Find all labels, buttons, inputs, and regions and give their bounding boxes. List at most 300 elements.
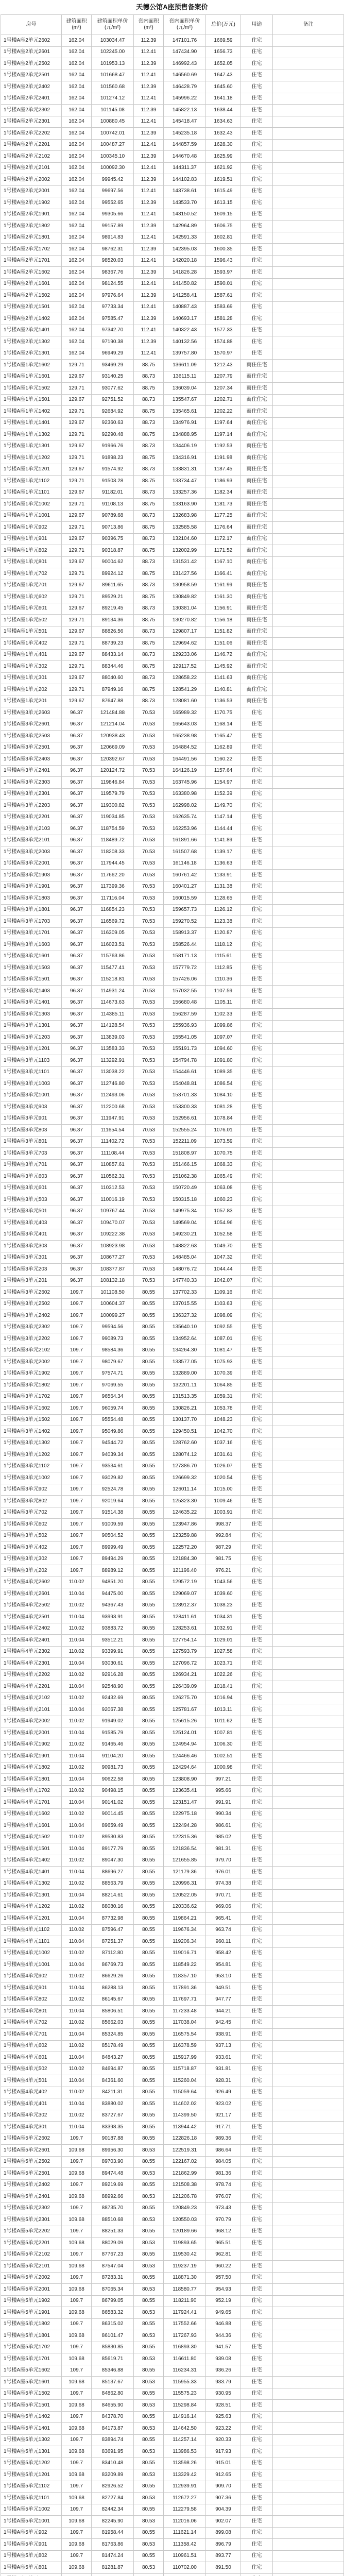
cell-build-price: 101560.68 xyxy=(92,81,134,93)
cell-usage: 住宅 xyxy=(241,2493,273,2504)
cell-usage: 住宅 xyxy=(241,58,273,70)
cell-note xyxy=(273,1380,344,1392)
cell-inner-area: 80.55 xyxy=(134,1635,164,1647)
cell-room: 1号楼A座1单元602 xyxy=(1,591,62,603)
table-row xyxy=(1,499,344,511)
cell-build-price: 90318.87 xyxy=(92,545,134,557)
cell-total: 1170.75 xyxy=(206,707,241,719)
cell-note xyxy=(273,81,344,93)
cell-note xyxy=(273,568,344,580)
cell-room: 1号楼A座3单元1003 xyxy=(1,1078,62,1090)
cell-inner-price: 159270.52 xyxy=(164,916,206,928)
table-row xyxy=(1,429,344,441)
cell-room: 1号楼A座2单元2101 xyxy=(1,162,62,174)
table-row xyxy=(1,1264,344,1276)
cell-inner-price: 148822.63 xyxy=(164,1241,206,1252)
cell-inner-area: 80.55 xyxy=(134,1426,164,1438)
cell-build-area: 96.37 xyxy=(62,1229,92,1241)
cell-build-price: 100604.37 xyxy=(92,1298,134,1310)
cell-build-area: 109.7 xyxy=(62,2156,92,2168)
table-row xyxy=(1,823,344,835)
cell-room: 1号楼A座1单元1602 xyxy=(1,360,62,371)
cell-total: 896.79 xyxy=(206,2539,241,2551)
header-build-price: 建筑面积单价(元/m²) xyxy=(92,15,134,35)
cell-usage: 住宅 xyxy=(241,2272,273,2284)
cell-inner-area: 80.55 xyxy=(134,2052,164,2064)
table-row xyxy=(1,1437,344,1449)
cell-usage: 住宅 xyxy=(241,348,273,360)
cell-total: 926.49 xyxy=(206,2087,241,2098)
cell-room: 1号楼A座4单元1401 xyxy=(1,1867,62,1878)
cell-inner-area: 80.53 xyxy=(134,2562,164,2574)
cell-build-area: 162.04 xyxy=(62,244,92,256)
table-row xyxy=(1,348,344,360)
cell-inner-price: 130381.04 xyxy=(164,603,206,615)
cell-build-area: 96.37 xyxy=(62,1217,92,1229)
cell-inner-area: 70.53 xyxy=(134,904,164,916)
cell-build-price: 88510.68 xyxy=(92,2214,134,2226)
cell-room: 1号楼A座2单元1402 xyxy=(1,313,62,325)
cell-room: 1号楼A座4单元2402 xyxy=(1,1623,62,1635)
cell-build-price: 98914.83 xyxy=(92,232,134,244)
cell-usage: 住宅 xyxy=(241,1113,273,1125)
cell-note xyxy=(273,858,344,870)
table-row xyxy=(1,1090,344,1101)
cell-inner-price: 119016.71 xyxy=(164,1947,206,1959)
cell-total: 968.12 xyxy=(206,2226,241,2238)
cell-inner-area: 80.55 xyxy=(134,2411,164,2423)
cell-total: 923.02 xyxy=(206,2098,241,2110)
cell-inner-price: 129117.52 xyxy=(164,661,206,673)
cell-note xyxy=(273,440,344,452)
cell-inner-price: 114642.50 xyxy=(164,2423,206,2435)
cell-usage: 住宅 xyxy=(241,2458,273,2469)
cell-build-area: 96.37 xyxy=(62,1125,92,1137)
cell-inner-price: 120550.03 xyxy=(164,2214,206,2226)
cell-room: 1号楼A座2单元1602 xyxy=(1,267,62,279)
cell-note xyxy=(273,232,344,244)
table-row xyxy=(1,1333,344,1345)
cell-inner-area: 80.53 xyxy=(134,2446,164,2458)
cell-room: 1号楼A座3单元203 xyxy=(1,1264,62,1276)
cell-note xyxy=(273,1658,344,1670)
cell-inner-price: 149230.21 xyxy=(164,1229,206,1241)
cell-total: 1186.93 xyxy=(206,476,241,487)
cell-usage: 商住住宅 xyxy=(241,533,273,545)
cell-build-area: 96.37 xyxy=(62,1159,92,1171)
cell-build-area: 129.71 xyxy=(62,406,92,418)
cell-note xyxy=(273,2411,344,2423)
cell-total: 1166.41 xyxy=(206,568,241,580)
cell-total: 952.19 xyxy=(206,2295,241,2307)
cell-build-price: 120124.72 xyxy=(92,765,134,777)
cell-inner-area: 80.53 xyxy=(134,2423,164,2435)
cell-build-price: 111402.72 xyxy=(92,1136,134,1148)
cell-room: 1号楼A座4单元1502 xyxy=(1,1832,62,1843)
cell-room: 1号楼A座2单元2002 xyxy=(1,174,62,186)
cell-total: 1669.59 xyxy=(206,35,241,47)
cell-usage: 商住住宅 xyxy=(241,406,273,418)
cell-total: 1182.34 xyxy=(206,487,241,499)
cell-total: 1102.33 xyxy=(206,1009,241,1021)
cell-inner-price: 122519.31 xyxy=(164,2145,206,2157)
cell-inner-area: 80.55 xyxy=(134,1959,164,1971)
cell-build-price: 120392.67 xyxy=(92,754,134,766)
cell-build-area: 162.04 xyxy=(62,151,92,163)
table-row xyxy=(1,1774,344,1786)
cell-usage: 住宅 xyxy=(241,2052,273,2064)
cell-usage: 住宅 xyxy=(241,93,273,105)
table-row xyxy=(1,1032,344,1044)
cell-room: 1号楼A座1单元202 xyxy=(1,684,62,696)
cell-inner-price: 151062.38 xyxy=(164,1171,206,1183)
cell-room: 1号楼A座1单元201 xyxy=(1,696,62,707)
cell-build-area: 109.7 xyxy=(62,1426,92,1438)
cell-note xyxy=(273,1982,344,1994)
cell-build-area: 96.37 xyxy=(62,1206,92,1217)
cell-inner-price: 126275.70 xyxy=(164,1692,206,1704)
cell-build-area: 162.04 xyxy=(62,116,92,128)
cell-total: 1652.05 xyxy=(206,58,241,70)
cell-total: 989.36 xyxy=(206,2133,241,2145)
cell-inner-price: 120189.66 xyxy=(164,2226,206,2238)
cell-usage: 商住住宅 xyxy=(241,440,273,452)
cell-build-price: 84843.27 xyxy=(92,2052,134,2064)
cell-inner-area: 80.55 xyxy=(134,1310,164,1322)
cell-note xyxy=(273,672,344,684)
price-table xyxy=(1,14,344,2576)
cell-inner-price: 118580.77 xyxy=(164,2284,206,2296)
cell-total: 891.50 xyxy=(206,2562,241,2574)
cell-usage: 住宅 xyxy=(241,1449,273,1461)
cell-build-price: 117399.36 xyxy=(92,881,134,893)
cell-inner-price: 136115.11 xyxy=(164,371,206,383)
cell-note xyxy=(273,1414,344,1426)
cell-note xyxy=(273,1867,344,1878)
cell-build-area: 96.37 xyxy=(62,881,92,893)
cell-inner-price: 110961.51 xyxy=(164,2550,206,2562)
cell-room: 1号楼A座3单元902 xyxy=(1,1484,62,1496)
cell-room: 1号楼A座3单元703 xyxy=(1,1148,62,1160)
cell-inner-price: 132683.98 xyxy=(164,510,206,522)
cell-usage: 住宅 xyxy=(241,1055,273,1067)
cell-room: 1号楼A座1单元901 xyxy=(1,533,62,545)
cell-inner-area: 112.39 xyxy=(134,313,164,325)
cell-build-area: 162.04 xyxy=(62,81,92,93)
cell-build-area: 129.67 xyxy=(62,417,92,429)
cell-build-price: 89659.49 xyxy=(92,1820,134,1832)
cell-room: 1号楼A座3单元2402 xyxy=(1,1310,62,1322)
cell-build-price: 97342.70 xyxy=(92,325,134,336)
cell-room: 1号楼A座3单元2601 xyxy=(1,719,62,731)
cell-build-area: 162.04 xyxy=(62,128,92,140)
cell-inner-price: 123259.88 xyxy=(164,1530,206,1542)
cell-room: 1号楼A座1单元1002 xyxy=(1,499,62,511)
table-row xyxy=(1,2539,344,2551)
cell-build-price: 101274.12 xyxy=(92,93,134,105)
table-row xyxy=(1,81,344,93)
cell-inner-price: 145235.18 xyxy=(164,128,206,140)
cell-usage: 住宅 xyxy=(241,1692,273,1704)
cell-room: 1号楼A座2单元1401 xyxy=(1,325,62,336)
cell-usage: 住宅 xyxy=(241,997,273,1009)
table-row xyxy=(1,58,344,70)
cell-build-area: 110.02 xyxy=(62,1855,92,1867)
table-row xyxy=(1,2110,344,2122)
cell-total: 1013.11 xyxy=(206,1704,241,1716)
cell-inner-price: 153701.33 xyxy=(164,1090,206,1101)
cell-usage: 住宅 xyxy=(241,1553,273,1565)
cell-build-price: 114931.24 xyxy=(92,986,134,997)
cell-build-area: 109.7 xyxy=(62,2295,92,2307)
cell-note xyxy=(273,1275,344,1287)
cell-note xyxy=(273,2481,344,2493)
table-row xyxy=(1,1913,344,1925)
cell-build-area: 110.04 xyxy=(62,1797,92,1809)
cell-room: 1号楼A座2单元2401 xyxy=(1,93,62,105)
cell-room: 1号楼A座3单元1401 xyxy=(1,997,62,1009)
cell-note xyxy=(273,811,344,823)
cell-usage: 住宅 xyxy=(241,858,273,870)
cell-inner-price: 142591.33 xyxy=(164,232,206,244)
table-row xyxy=(1,2075,344,2087)
cell-inner-area: 80.55 xyxy=(134,1414,164,1426)
cell-inner-area: 70.53 xyxy=(134,1125,164,1137)
cell-usage: 住宅 xyxy=(241,46,273,58)
cell-note xyxy=(273,1194,344,1206)
cell-inner-price: 129572.19 xyxy=(164,1577,206,1588)
cell-note xyxy=(273,1890,344,1902)
cell-build-price: 120938.43 xyxy=(92,731,134,742)
cell-note xyxy=(273,533,344,545)
cell-build-price: 81958.44 xyxy=(92,2527,134,2539)
cell-inner-price: 136039.04 xyxy=(164,383,206,395)
cell-room: 1号楼A座5单元1502 xyxy=(1,2388,62,2400)
cell-build-area: 129.67 xyxy=(62,371,92,383)
cell-note xyxy=(273,893,344,905)
cell-room: 1号楼A座4单元2602 xyxy=(1,1577,62,1588)
cell-build-price: 109470.07 xyxy=(92,1217,134,1229)
cell-room: 1号楼A座5单元1002 xyxy=(1,2504,62,2516)
cell-inner-area: 112.39 xyxy=(134,336,164,348)
cell-total: 946.88 xyxy=(206,2318,241,2330)
cell-usage: 住宅 xyxy=(241,1600,273,1612)
cell-note xyxy=(273,765,344,777)
cell-usage: 商住住宅 xyxy=(241,603,273,615)
cell-inner-area: 70.53 xyxy=(134,1043,164,1055)
cell-inner-price: 134888.95 xyxy=(164,429,206,441)
cell-total: 973.43 xyxy=(206,2202,241,2214)
cell-build-area: 129.67 xyxy=(62,394,92,406)
header-build-area: 建筑面积(m²) xyxy=(62,15,92,35)
cell-build-area: 109.7 xyxy=(62,1472,92,1484)
cell-note xyxy=(273,927,344,939)
cell-build-price: 93993.91 xyxy=(92,1612,134,1623)
cell-usage: 住宅 xyxy=(241,2238,273,2249)
cell-note xyxy=(273,464,344,476)
cell-usage: 住宅 xyxy=(241,939,273,951)
cell-inner-area: 88.73 xyxy=(134,580,164,591)
table-row xyxy=(1,2388,344,2400)
cell-inner-area: 70.53 xyxy=(134,800,164,812)
cell-build-area: 109.68 xyxy=(62,2377,92,2388)
table-row xyxy=(1,1241,344,1252)
table-row xyxy=(1,615,344,626)
table-row xyxy=(1,1658,344,1670)
table-row xyxy=(1,1009,344,1021)
cell-build-area: 110.02 xyxy=(62,1808,92,1820)
cell-inner-price: 163380.98 xyxy=(164,788,206,800)
cell-usage: 住宅 xyxy=(241,2330,273,2342)
cell-inner-area: 80.55 xyxy=(134,1669,164,1681)
cell-inner-price: 119676.34 xyxy=(164,1924,206,1936)
cell-build-area: 109.7 xyxy=(62,1391,92,1403)
cell-inner-area: 112.41 xyxy=(134,93,164,105)
table-row xyxy=(1,2040,344,2052)
cell-total: 1003.91 xyxy=(206,1507,241,1519)
cell-build-price: 95049.86 xyxy=(92,1426,134,1438)
cell-inner-area: 70.53 xyxy=(134,1171,164,1183)
cell-room: 1号楼A座3单元1103 xyxy=(1,1055,62,1067)
cell-total: 937.13 xyxy=(206,2040,241,2052)
table-row xyxy=(1,1357,344,1368)
cell-inner-price: 155191.73 xyxy=(164,1043,206,1055)
cell-total: 1006.30 xyxy=(206,1739,241,1751)
cell-inner-price: 131513.35 xyxy=(164,1391,206,1403)
cell-total: 930.95 xyxy=(206,2388,241,2400)
table-row xyxy=(1,939,344,951)
cell-usage: 住宅 xyxy=(241,835,273,846)
cell-build-area: 110.04 xyxy=(62,1635,92,1647)
cell-note xyxy=(273,742,344,754)
cell-inner-area: 80.55 xyxy=(134,1994,164,2006)
cell-inner-price: 150315.18 xyxy=(164,1194,206,1206)
cell-inner-area: 80.55 xyxy=(134,1496,164,1507)
cell-inner-area: 88.73 xyxy=(134,696,164,707)
cell-inner-price: 125615.26 xyxy=(164,1716,206,1727)
cell-build-area: 109.7 xyxy=(62,1437,92,1449)
cell-inner-area: 80.55 xyxy=(134,1820,164,1832)
cell-total: 1020.54 xyxy=(206,1472,241,1484)
table-row xyxy=(1,1287,344,1299)
cell-room: 1号楼A座3单元2302 xyxy=(1,1321,62,1333)
cell-room: 1号楼A座4单元2302 xyxy=(1,1646,62,1658)
cell-build-area: 109.7 xyxy=(62,2388,92,2400)
cell-total: 1076.01 xyxy=(206,1125,241,1137)
cell-build-area: 129.71 xyxy=(62,545,92,557)
cell-note xyxy=(273,1774,344,1786)
cell-build-area: 129.71 xyxy=(62,522,92,534)
cell-usage: 住宅 xyxy=(241,1217,273,1229)
cell-room: 1号楼A座3单元1303 xyxy=(1,1009,62,1021)
cell-usage: 住宅 xyxy=(241,707,273,719)
cell-room: 1号楼A座5单元2001 xyxy=(1,2284,62,2296)
cell-build-price: 116854.23 xyxy=(92,904,134,916)
cell-note xyxy=(273,951,344,962)
cell-inner-price: 143533.70 xyxy=(164,197,206,209)
cell-inner-price: 129450.51 xyxy=(164,1426,206,1438)
cell-total: 976.01 xyxy=(206,1867,241,1878)
cell-usage: 住宅 xyxy=(241,2481,273,2493)
cell-room: 1号楼A座4单元902 xyxy=(1,1971,62,1982)
cell-inner-price: 149975.34 xyxy=(164,1206,206,1217)
cell-build-price: 93140.25 xyxy=(92,371,134,383)
cell-room: 1号楼A座5单元801 xyxy=(1,2562,62,2574)
cell-total: 1107.59 xyxy=(206,986,241,997)
cell-total: 1187.45 xyxy=(206,464,241,476)
cell-inner-area: 80.55 xyxy=(134,2202,164,2214)
header-inner-price: 套内面积单价(元/m²) xyxy=(164,15,206,35)
cell-build-price: 97976.64 xyxy=(92,290,134,302)
cell-build-price: 88989.12 xyxy=(92,1565,134,1577)
cell-inner-price: 133257.36 xyxy=(164,487,206,499)
cell-build-price: 91009.59 xyxy=(92,1519,134,1531)
cell-room: 1号楼A座2单元2502 xyxy=(1,58,62,70)
cell-usage: 商住住宅 xyxy=(241,499,273,511)
cell-build-price: 110562.31 xyxy=(92,1171,134,1183)
cell-room: 1号楼A座2单元1501 xyxy=(1,301,62,313)
header-total: 总价(万元) xyxy=(206,15,241,35)
cell-total: 1070.75 xyxy=(206,1148,241,1160)
cell-room: 1号楼A座3单元201 xyxy=(1,1275,62,1287)
cell-room: 1号楼A座3单元903 xyxy=(1,1101,62,1113)
cell-build-area: 110.02 xyxy=(62,1646,92,1658)
cell-total: 1043.56 xyxy=(206,1577,241,1588)
cell-room: 1号楼A座3单元1402 xyxy=(1,1426,62,1438)
cell-total: 1596.43 xyxy=(206,255,241,267)
cell-note xyxy=(273,58,344,70)
cell-build-area: 96.37 xyxy=(62,1264,92,1276)
cell-total: 984.05 xyxy=(206,2156,241,2168)
table-row xyxy=(1,139,344,151)
cell-build-price: 97574.71 xyxy=(92,1368,134,1380)
cell-inner-price: 121206.78 xyxy=(164,2191,206,2203)
cell-inner-area: 70.53 xyxy=(134,1020,164,1032)
cell-build-area: 129.71 xyxy=(62,568,92,580)
cell-usage: 住宅 xyxy=(241,1043,273,1055)
cell-build-area: 96.37 xyxy=(62,986,92,997)
cell-build-price: 99594.56 xyxy=(92,1321,134,1333)
cell-inner-price: 113598.26 xyxy=(164,2458,206,2469)
cell-build-area: 96.37 xyxy=(62,1009,92,1021)
cell-inner-area: 80.55 xyxy=(134,2133,164,2145)
cell-build-price: 89219.45 xyxy=(92,603,134,615)
table-row xyxy=(1,1588,344,1600)
cell-inner-area: 80.55 xyxy=(134,1612,164,1623)
cell-total: 1156.18 xyxy=(206,615,241,626)
cell-total: 1078.84 xyxy=(206,1113,241,1125)
cell-usage: 住宅 xyxy=(241,128,273,140)
cell-build-area: 96.37 xyxy=(62,800,92,812)
cell-build-price: 88040.60 xyxy=(92,672,134,684)
cell-build-area: 96.37 xyxy=(62,939,92,951)
table-row xyxy=(1,1507,344,1519)
cell-inner-price: 127593.79 xyxy=(164,1646,206,1658)
cell-note xyxy=(273,696,344,707)
cell-build-area: 96.37 xyxy=(62,1043,92,1055)
cell-inner-price: 122826.18 xyxy=(164,2133,206,2145)
cell-build-price: 90187.88 xyxy=(92,2133,134,2145)
cell-build-price: 97733.34 xyxy=(92,301,134,313)
cell-usage: 住宅 xyxy=(241,974,273,986)
cell-usage: 住宅 xyxy=(241,1310,273,1322)
cell-usage: 住宅 xyxy=(241,278,273,290)
cell-note xyxy=(273,2110,344,2122)
cell-room: 1号楼A座3单元1703 xyxy=(1,916,62,928)
cell-note xyxy=(273,1287,344,1299)
cell-usage: 商住住宅 xyxy=(241,556,273,568)
cell-total: 986.61 xyxy=(206,1820,241,1832)
